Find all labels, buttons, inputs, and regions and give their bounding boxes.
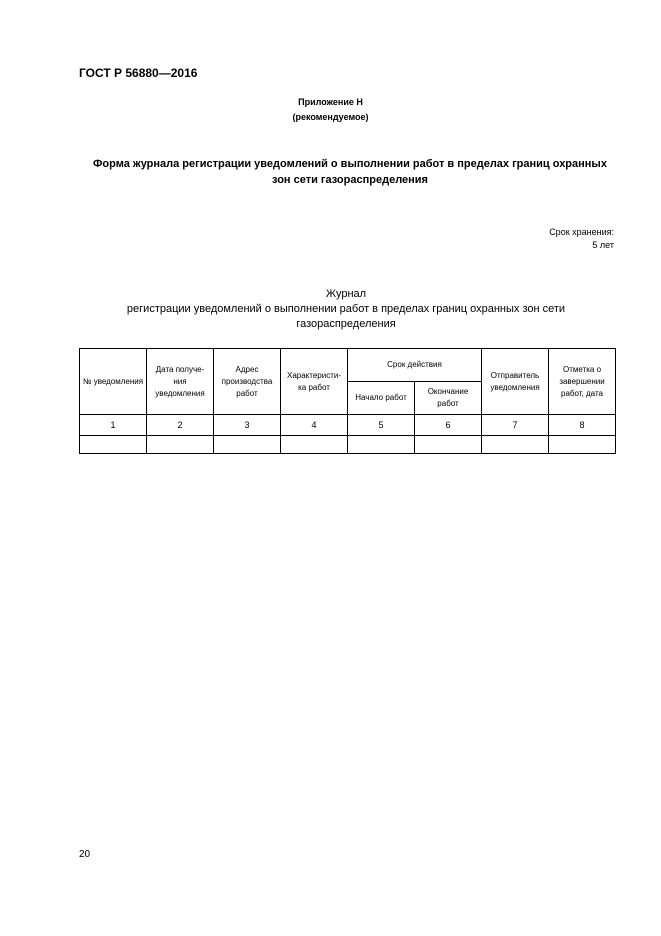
table-number-row xyxy=(80,415,616,436)
form-title xyxy=(80,156,620,188)
form-title-line-2: зон сети газораспределения xyxy=(272,174,428,186)
table-cell xyxy=(415,436,482,454)
retention-label: Срок хранения: xyxy=(549,227,614,237)
table-cell xyxy=(147,436,214,454)
header-validity-period: Срок действия xyxy=(348,349,482,382)
table-cell xyxy=(214,436,281,454)
table-cell xyxy=(80,436,147,454)
table-empty-row xyxy=(80,436,616,454)
header-receipt-date: Дата получе- ния уведомления xyxy=(147,349,214,415)
header-notification-number: № уведомления xyxy=(80,349,147,415)
header-completion-mark: Отметка о завершении работ, дата xyxy=(549,349,616,415)
standard-code: ГОСТ Р 56880—2016 xyxy=(79,66,198,80)
appendix-title: Приложение Н xyxy=(298,97,363,107)
form-title-line-1: Форма журнала регистрации уведомлений о выполнении работ в пределах границ охранных xyxy=(93,158,607,170)
notification-log-table xyxy=(79,348,616,454)
column-number: 7 xyxy=(482,415,549,436)
column-number: 8 xyxy=(549,415,616,436)
journal-title: Журнал xyxy=(325,288,367,300)
column-number: 2 xyxy=(147,415,214,436)
page-number: 20 xyxy=(79,849,91,860)
header-work-address: Адрес производства работ xyxy=(214,349,281,415)
retention-value: 5 лет xyxy=(592,240,614,250)
column-number: 5 xyxy=(348,415,415,436)
column-number: 6 xyxy=(415,415,482,436)
column-number: 1 xyxy=(80,415,147,436)
journal-subtitle-line-1: регистрации уведомлений о выполнении работ в пределах границ охранных зон сети xyxy=(126,303,566,315)
header-work-start: Начало работ xyxy=(348,382,415,415)
table-cell xyxy=(482,436,549,454)
journal-heading xyxy=(100,287,592,332)
column-number: 3 xyxy=(214,415,281,436)
table-cell xyxy=(348,436,415,454)
retention-period xyxy=(549,226,614,252)
column-number: 4 xyxy=(281,415,348,436)
header-work-characteristics: Характеристи- ка работ xyxy=(281,349,348,415)
table-cell xyxy=(281,436,348,454)
table-header-row xyxy=(80,349,616,382)
journal-subtitle-line-2: газораспределения xyxy=(296,318,396,330)
appendix-heading xyxy=(0,95,661,125)
header-work-end: Окончание работ xyxy=(415,382,482,415)
table-cell xyxy=(549,436,616,454)
header-sender: Отправитель уведомления xyxy=(482,349,549,415)
appendix-status: (рекомендуемое) xyxy=(292,112,369,122)
